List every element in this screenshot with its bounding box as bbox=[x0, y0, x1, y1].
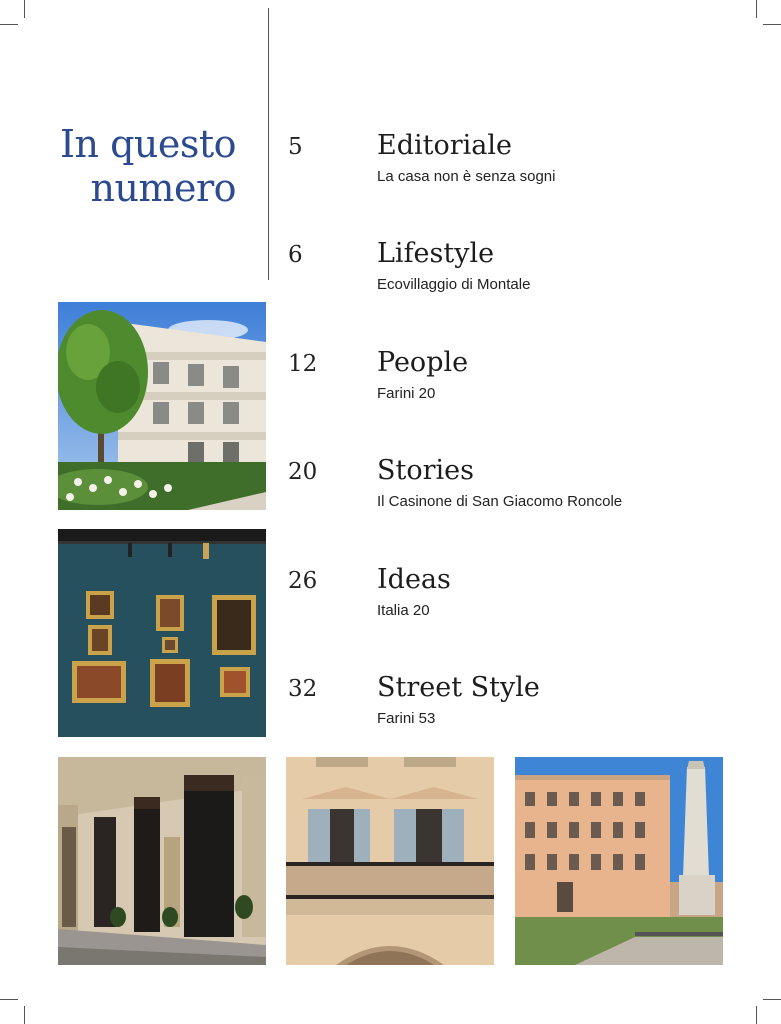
toc-title: Stories bbox=[377, 455, 474, 486]
photo-historic-building-monument bbox=[515, 757, 723, 965]
toc-title: People bbox=[377, 347, 469, 378]
page-title-line-1: In questo bbox=[60, 122, 236, 166]
page-title bbox=[40, 122, 236, 210]
toc-entry-lifestyle[interactable] bbox=[288, 238, 758, 318]
toc-subtitle: Il Casinone di San Giacomo Roncole bbox=[377, 493, 623, 510]
photo-residential-building bbox=[58, 302, 266, 510]
toc-title: Editoriale bbox=[377, 130, 512, 161]
crop-mark bbox=[0, 24, 18, 25]
toc-page-number: 32 bbox=[288, 676, 318, 702]
toc-subtitle: Italia 20 bbox=[377, 602, 430, 619]
toc-title: Ideas bbox=[377, 564, 451, 595]
photo-gallery-paintings bbox=[58, 529, 266, 737]
toc-entry-street-style[interactable] bbox=[288, 672, 758, 752]
divider bbox=[268, 8, 269, 280]
toc-subtitle: La casa non è senza sogni bbox=[377, 168, 556, 185]
crop-mark bbox=[24, 1006, 25, 1024]
toc-subtitle: Ecovillaggio di Montale bbox=[377, 276, 531, 293]
photo-street-shops bbox=[58, 757, 266, 965]
toc-title: Street Style bbox=[377, 672, 540, 703]
photo-facade-balcony bbox=[286, 757, 494, 965]
toc-page-number: 12 bbox=[288, 351, 318, 377]
toc-entry-people[interactable] bbox=[288, 347, 758, 427]
crop-mark bbox=[0, 999, 18, 1000]
toc-subtitle: Farini 20 bbox=[377, 385, 436, 402]
toc-subtitle: Farini 53 bbox=[377, 710, 436, 727]
crop-mark bbox=[24, 0, 25, 18]
crop-mark bbox=[756, 1006, 757, 1024]
crop-mark bbox=[763, 24, 781, 25]
toc-page-number: 6 bbox=[288, 242, 303, 268]
toc-entry-stories[interactable] bbox=[288, 455, 758, 535]
toc-page-number: 26 bbox=[288, 568, 318, 594]
page-title-line-2: numero bbox=[90, 166, 236, 210]
toc-page-number: 5 bbox=[288, 134, 303, 160]
toc-title: Lifestyle bbox=[377, 238, 495, 269]
toc-entry-editoriale[interactable] bbox=[288, 130, 758, 210]
crop-mark bbox=[756, 0, 757, 18]
toc-entry-ideas[interactable] bbox=[288, 564, 758, 644]
toc-page-number: 20 bbox=[288, 459, 318, 485]
crop-mark bbox=[763, 999, 781, 1000]
